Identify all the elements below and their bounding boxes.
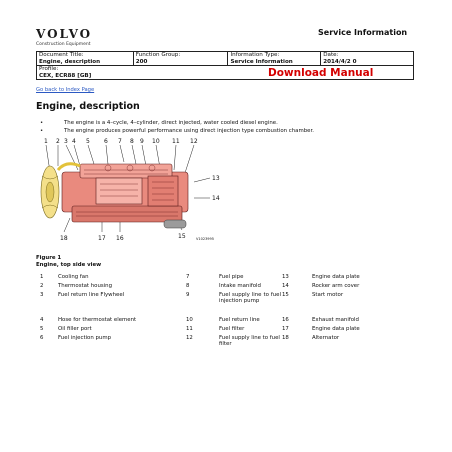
callout-label: 11 xyxy=(172,138,180,145)
legend-label: Start motor xyxy=(312,292,344,298)
engine-block-drawing xyxy=(62,164,188,222)
page-title: Engine, description xyxy=(36,101,140,112)
cooling-fan-drawing xyxy=(41,166,59,218)
information-type-value: Service Information xyxy=(230,58,293,65)
figure-caption xyxy=(36,255,101,269)
legend-label: Fuel supply line to fuel injection pump xyxy=(219,292,281,305)
legend-label: Fuel filter xyxy=(219,326,245,332)
description-bullets xyxy=(40,119,314,135)
legend-label: Cooling fan xyxy=(58,274,89,280)
callout-label: 8 xyxy=(130,138,134,145)
callout-label: 18 xyxy=(60,235,68,242)
legend-label: Fuel return line xyxy=(219,317,260,323)
legend-label: Hose for thermostat element xyxy=(58,317,137,323)
callout-label: 3 xyxy=(64,138,68,145)
function-group-cell: Function Group: 200 xyxy=(133,52,228,66)
legend-label: Alternator xyxy=(312,335,340,341)
profile-value: CEX, ECR88 [GB] xyxy=(39,72,92,79)
bullet-item: • The engine is a 4–cycle, 4–cylinder, direct injected, water cooled diesel engine. xyxy=(40,119,314,127)
information-type-cell: Information Type: Service Information xyxy=(228,52,321,66)
legend-label: Thermostat housing xyxy=(58,283,113,289)
legend-label: Fuel return line Flywheel xyxy=(58,292,125,298)
figure-number: Figure 1 xyxy=(36,255,62,261)
callout-label: 15 xyxy=(178,233,186,240)
service-information-title: Service Information xyxy=(318,28,408,37)
legend-label: Engine data plate xyxy=(312,274,360,280)
callout-label: 16 xyxy=(116,235,124,242)
legend-label: Engine data plate xyxy=(312,326,360,332)
profile-cell: Profile: CEX, ECR88 [GB] xyxy=(37,66,414,80)
callout-label: 6 xyxy=(104,138,108,145)
download-manual-banner[interactable]: Download Manual xyxy=(268,67,374,79)
date-cell: Date: 2014/4/2 0 xyxy=(321,52,414,66)
legend-row: 3 Fuel return line Flywheel 9 Fuel supply line to fuel injection pump 15 Start motor xyxy=(36,292,416,317)
legend-row: 2 Thermostat housing 8 Intake manifold 14 Rocker arm cover xyxy=(36,283,416,292)
callout-label: 9 xyxy=(140,138,144,145)
legend-label: Rocker arm cover xyxy=(312,283,360,289)
document-title-cell: Document Title: Engine, description xyxy=(37,52,134,66)
callout-label: 5 xyxy=(86,138,90,145)
engine-illustration xyxy=(36,136,236,246)
callout-label: 4 xyxy=(72,138,76,145)
legend-row: 1 Cooling fan 7 Fuel pipe 13 Engine data plate xyxy=(36,274,416,283)
legend-label: Fuel supply line to fuel filter xyxy=(219,335,280,348)
logo-subtitle: Construction Equipment xyxy=(36,42,91,47)
volvo-logo xyxy=(36,27,92,47)
legend-row: 5 Oil filler port 11 Fuel filter 17 Engine data plate xyxy=(36,326,416,335)
callout-label: 2 xyxy=(56,138,60,145)
back-to-index-link[interactable]: Go back to Index Page xyxy=(36,87,95,93)
legend-label: Intake manifold xyxy=(219,283,261,289)
callout-label: 14 xyxy=(212,195,220,202)
callout-label: 10 xyxy=(152,138,160,145)
logo-word: VOLVO xyxy=(36,27,93,41)
callout-label: 12 xyxy=(190,138,198,145)
legend-label: Fuel pipe xyxy=(219,274,244,280)
bullet-item: • The engine produces powerful performance using direct injection type combustion chamber. xyxy=(40,127,314,135)
legend-label: Oil filler port xyxy=(58,326,92,332)
figure-code: V1023995 xyxy=(196,237,214,241)
function-group-value: 200 xyxy=(135,58,148,65)
legend-label: Fuel injection pump xyxy=(58,335,111,341)
figure-title: Engine, top side view xyxy=(36,262,102,268)
legend-row: 6 Fuel injection pump 12 Fuel supply line to fuel filter 18 Alternator xyxy=(36,335,416,351)
callout-label: 1 xyxy=(44,138,48,145)
legend-row: 4 Hose for thermostat element 10 Fuel return line 16 Exhaust manifold xyxy=(36,317,416,326)
legend-label: Exhaust manifold xyxy=(312,317,359,323)
parts-legend xyxy=(36,274,416,351)
callout-label: 7 xyxy=(118,138,122,145)
callout-label: 17 xyxy=(98,235,106,242)
engine-figure xyxy=(36,136,236,246)
document-title-value: Engine, description xyxy=(39,58,101,65)
starter-motor-drawing xyxy=(164,220,186,228)
date-value: 2014/4/2 0 xyxy=(323,58,357,65)
callout-label: 13 xyxy=(212,175,220,182)
